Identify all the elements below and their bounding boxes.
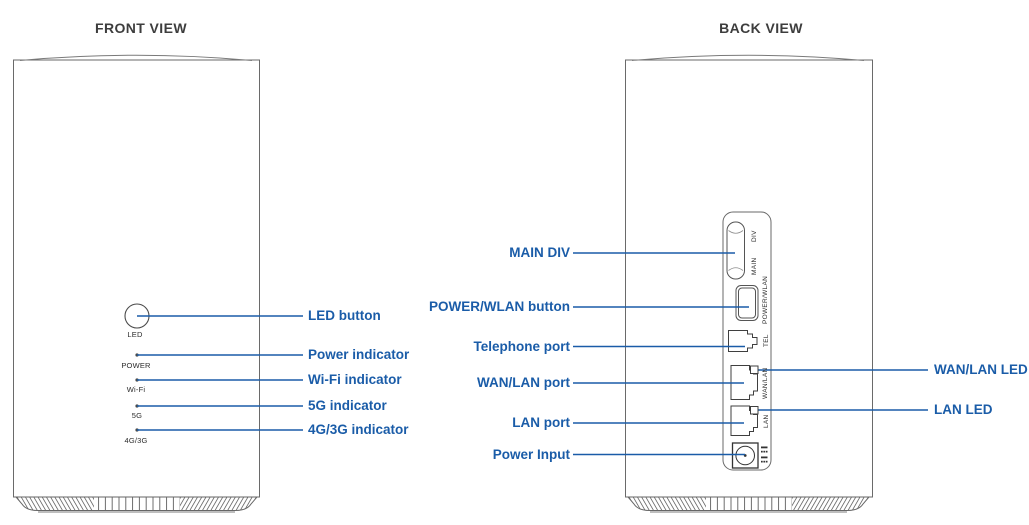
callout-power-input: Power Input — [492, 447, 570, 462]
5g-label: 5G — [131, 411, 143, 420]
wifi-label: Wi-Fi — [126, 385, 146, 394]
lan-led — [751, 407, 759, 415]
panel-label-power-wlan: POWER/WLAN — [761, 275, 769, 324]
callout-lan-led: LAN LED — [934, 402, 993, 417]
callout-main-div: MAIN DIV — [509, 245, 570, 260]
callout-wifi-indicator: Wi-Fi indicator — [308, 372, 402, 387]
led-label: LED — [127, 330, 143, 339]
back-view-title: BACK VIEW — [719, 20, 803, 36]
lan-port — [731, 406, 758, 436]
front-base-vents — [16, 497, 257, 512]
panel-label-main: MAIN — [750, 257, 758, 275]
callout-lan-port: LAN port — [512, 415, 570, 430]
callout-wan-lan-port: WAN/LAN port — [477, 375, 570, 390]
telephone-port — [729, 331, 758, 352]
panel-label-lan: LAN — [762, 414, 770, 428]
power-label: POWER — [121, 361, 151, 370]
callout-power-wlan-button: POWER/WLAN button — [429, 299, 570, 314]
callout-telephone-port: Telephone port — [473, 339, 570, 354]
panel-label-tel: TEL — [762, 334, 770, 348]
wan-lan-led — [751, 366, 759, 374]
callout-5g-indicator: 5G indicator — [308, 398, 387, 413]
callout-wan-lan-led: WAN/LAN LED — [934, 362, 1028, 377]
panel-label-wan-lan: WAN/LAN — [761, 367, 769, 399]
back-base-vents — [628, 497, 869, 512]
front-view-title: FRONT VIEW — [95, 20, 187, 36]
callout-4g3g-indicator: 4G/3G indicator — [308, 422, 409, 437]
4g3g-label: 4G/3G — [124, 436, 148, 445]
callout-led-button: LED button — [308, 308, 381, 323]
panel-label-div: DIV — [750, 230, 758, 243]
callout-power-indicator: Power indicator — [308, 347, 410, 362]
